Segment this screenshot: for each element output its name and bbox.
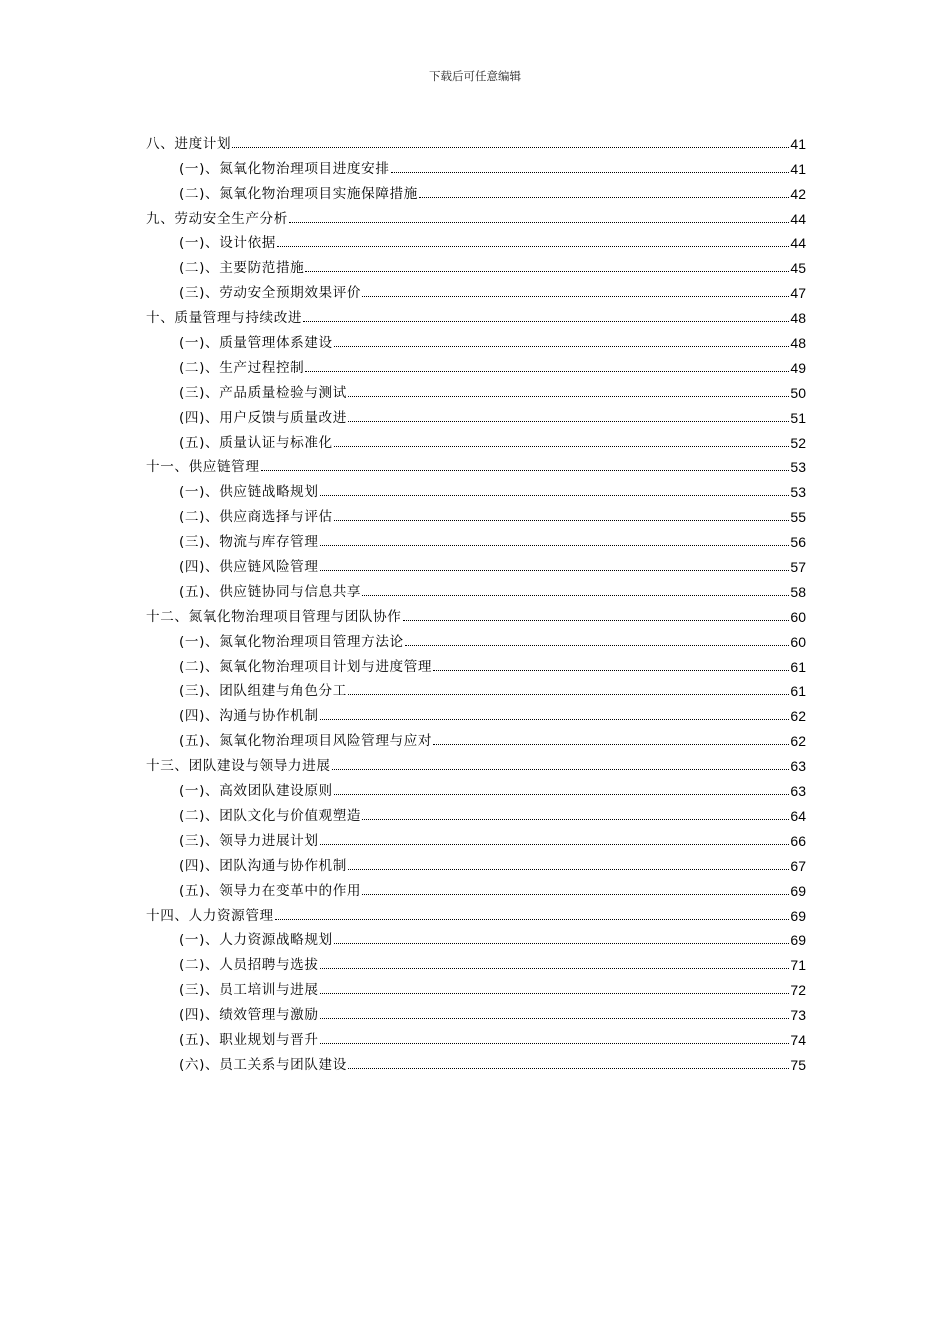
toc-page-number: 61 (790, 683, 806, 700)
toc-dot-leader (362, 296, 789, 297)
toc-page-number: 63 (790, 758, 806, 775)
toc-dot-leader (320, 1018, 790, 1019)
toc-dot-leader (348, 396, 789, 397)
toc-dot-leader (433, 670, 789, 671)
toc-entry-label: (四)、用户反馈与质量改进 (179, 409, 347, 426)
toc-page-number: 45 (790, 260, 806, 277)
toc-section-entry[interactable] (146, 475, 806, 500)
toc-section-entry[interactable] (146, 351, 806, 376)
toc-entry-label: (五)、质量认证与标准化 (179, 434, 333, 451)
toc-dot-leader (332, 769, 790, 770)
toc-entry-label: (二)、主要防范措施 (179, 260, 305, 277)
toc-section-entry[interactable] (146, 724, 806, 749)
toc-entry-label: (四)、沟通与协作机制 (179, 708, 319, 725)
toc-section-entry[interactable] (146, 500, 806, 525)
toc-entry-label: 十三、团队建设与领导力进展 (146, 758, 331, 775)
toc-section-entry[interactable] (146, 849, 806, 874)
toc-dot-leader (405, 645, 790, 646)
toc-entry-label: (一)、供应链战略规划 (179, 484, 319, 501)
toc-section-entry[interactable] (146, 824, 806, 849)
toc-entry-label: 十四、人力资源管理 (146, 907, 274, 924)
toc-section-entry[interactable] (146, 1048, 806, 1073)
toc-section-entry[interactable] (146, 774, 806, 799)
toc-chapter-entry[interactable] (146, 451, 806, 476)
toc-dot-leader (277, 246, 789, 247)
toc-chapter-entry[interactable] (146, 127, 806, 152)
toc-page-number: 42 (790, 185, 806, 202)
toc-entry-label: (一)、氮氧化物治理项目管理方法论 (179, 633, 404, 650)
toc-page-number: 66 (790, 832, 806, 849)
toc-page-number: 60 (790, 608, 806, 625)
toc-section-entry[interactable] (146, 650, 806, 675)
table-of-contents (146, 127, 806, 1073)
toc-dot-leader (348, 694, 789, 695)
toc-page-number: 62 (790, 708, 806, 725)
toc-chapter-entry[interactable] (146, 749, 806, 774)
toc-page-number: 57 (790, 559, 806, 576)
toc-page-number: 48 (790, 335, 806, 352)
toc-section-entry[interactable] (146, 874, 806, 899)
toc-entry-label: (一)、质量管理体系建设 (179, 335, 333, 352)
toc-dot-leader (334, 446, 790, 447)
toc-dot-leader (320, 545, 790, 546)
toc-section-entry[interactable] (146, 251, 806, 276)
toc-page-number: 69 (790, 932, 806, 949)
toc-entry-label: (二)、氮氧化物治理项目计划与进度管理 (179, 658, 433, 675)
toc-section-entry[interactable] (146, 550, 806, 575)
toc-section-entry[interactable] (146, 177, 806, 202)
toc-entry-label: 九、劳动安全生产分析 (146, 210, 288, 227)
toc-dot-leader (303, 321, 789, 322)
toc-entry-label: 十二、氮氧化物治理项目管理与团队协作 (146, 608, 402, 625)
toc-entry-label: (三)、员工培训与进展 (179, 982, 319, 999)
toc-dot-leader (275, 919, 790, 920)
toc-entry-label: (三)、产品质量检验与测试 (179, 384, 347, 401)
toc-entry-label: (四)、绩效管理与激励 (179, 1007, 319, 1024)
toc-entry-label: (一)、人力资源战略规划 (179, 932, 333, 949)
toc-page-number: 63 (790, 783, 806, 800)
toc-page-number: 50 (790, 384, 806, 401)
toc-entry-label: 十、质量管理与持续改进 (146, 310, 303, 327)
toc-section-entry[interactable] (146, 227, 806, 252)
toc-section-entry[interactable] (146, 625, 806, 650)
toc-page-number: 44 (790, 210, 806, 227)
toc-dot-leader (305, 371, 789, 372)
toc-page-number: 69 (790, 882, 806, 899)
toc-dot-leader (391, 172, 790, 173)
toc-page-number: 41 (790, 160, 806, 177)
toc-section-entry[interactable] (146, 575, 806, 600)
toc-section-entry[interactable] (146, 998, 806, 1023)
toc-entry-label: (三)、领导力进展计划 (179, 832, 319, 849)
toc-dot-leader (362, 595, 789, 596)
toc-section-entry[interactable] (146, 525, 806, 550)
toc-dot-leader (403, 620, 790, 621)
toc-dot-leader (348, 1068, 789, 1069)
toc-page-number: 60 (790, 633, 806, 650)
toc-section-entry[interactable] (146, 376, 806, 401)
toc-entry-label: (一)、氮氧化物治理项目进度安排 (179, 160, 390, 177)
toc-page-number: 62 (790, 733, 806, 750)
toc-dot-leader (334, 520, 790, 521)
toc-section-entry[interactable] (146, 799, 806, 824)
toc-entry-label: (二)、团队文化与价值观塑造 (179, 807, 362, 824)
toc-dot-leader (320, 844, 790, 845)
toc-page-number: 48 (790, 310, 806, 327)
toc-chapter-entry[interactable] (146, 301, 806, 326)
toc-entry-label: (三)、团队组建与角色分工 (179, 683, 347, 700)
toc-section-entry[interactable] (146, 675, 806, 700)
toc-dot-leader (433, 744, 789, 745)
toc-page-number: 67 (790, 857, 806, 874)
toc-section-entry[interactable] (146, 326, 806, 351)
toc-page-number: 51 (790, 409, 806, 426)
toc-page-number: 56 (790, 534, 806, 551)
toc-dot-leader (362, 819, 789, 820)
toc-section-entry[interactable] (146, 426, 806, 451)
toc-entry-label: (一)、高效团队建设原则 (179, 783, 333, 800)
toc-entry-label: (二)、氮氧化物治理项目实施保障措施 (179, 185, 418, 202)
toc-section-entry[interactable] (146, 276, 806, 301)
page-header: 下载后可任意编辑 (429, 69, 521, 83)
toc-page-number: 72 (790, 982, 806, 999)
toc-section-entry[interactable] (146, 152, 806, 177)
toc-entry-label: (三)、劳动安全预期效果评价 (179, 285, 362, 302)
toc-entry-label: (二)、人员招聘与选拔 (179, 957, 319, 974)
toc-dot-leader (334, 346, 790, 347)
toc-page-number: 47 (790, 285, 806, 302)
toc-dot-leader (362, 894, 789, 895)
toc-entry-label: 八、进度计划 (146, 135, 232, 152)
toc-dot-leader (334, 943, 790, 944)
toc-dot-leader (320, 719, 790, 720)
toc-dot-leader (289, 222, 789, 223)
toc-section-entry[interactable] (146, 973, 806, 998)
toc-page-number: 64 (790, 807, 806, 824)
toc-entry-label: (二)、生产过程控制 (179, 359, 305, 376)
toc-entry-label: (五)、氮氧化物治理项目风险管理与应对 (179, 733, 433, 750)
toc-dot-leader (320, 495, 790, 496)
toc-page-number: 74 (790, 1031, 806, 1048)
toc-dot-leader (348, 869, 789, 870)
toc-dot-leader (320, 1043, 790, 1044)
toc-entry-label: (一)、设计依据 (179, 235, 276, 252)
toc-page-number: 71 (790, 957, 806, 974)
toc-entry-label: (五)、供应链协同与信息共享 (179, 583, 362, 600)
toc-chapter-entry[interactable] (146, 899, 806, 924)
toc-dot-leader (232, 147, 789, 148)
toc-section-entry[interactable] (146, 699, 806, 724)
toc-entry-label: (二)、供应商选择与评估 (179, 509, 333, 526)
toc-entry-label: (四)、团队沟通与协作机制 (179, 857, 347, 874)
toc-page-number: 44 (790, 235, 806, 252)
toc-dot-leader (419, 197, 790, 198)
toc-chapter-entry[interactable] (146, 600, 806, 625)
toc-dot-leader (320, 570, 790, 571)
toc-page-number: 41 (790, 135, 806, 152)
toc-entry-label: (五)、领导力在变革中的作用 (179, 882, 362, 899)
toc-dot-leader (320, 993, 790, 994)
toc-dot-leader (320, 968, 790, 969)
toc-page-number: 75 (790, 1056, 806, 1073)
toc-page-number: 55 (790, 509, 806, 526)
toc-page-number: 69 (790, 907, 806, 924)
toc-page-number: 53 (790, 484, 806, 501)
toc-page-number: 73 (790, 1007, 806, 1024)
toc-section-entry[interactable] (146, 1023, 806, 1048)
toc-entry-label: 十一、供应链管理 (146, 459, 260, 476)
toc-dot-leader (261, 470, 790, 471)
toc-page-number: 58 (790, 583, 806, 600)
toc-page-number: 61 (790, 658, 806, 675)
toc-dot-leader (334, 794, 790, 795)
toc-dot-leader (305, 271, 789, 272)
toc-entry-label: (四)、供应链风险管理 (179, 559, 319, 576)
toc-section-entry[interactable] (146, 924, 806, 949)
toc-section-entry[interactable] (146, 401, 806, 426)
toc-page-number: 49 (790, 359, 806, 376)
toc-entry-label: (三)、物流与库存管理 (179, 534, 319, 551)
toc-chapter-entry[interactable] (146, 202, 806, 227)
toc-page-number: 52 (790, 434, 806, 451)
toc-entry-label: (五)、职业规划与晋升 (179, 1031, 319, 1048)
toc-page-number: 53 (790, 459, 806, 476)
toc-section-entry[interactable] (146, 948, 806, 973)
toc-dot-leader (348, 421, 789, 422)
toc-entry-label: (六)、员工关系与团队建设 (179, 1056, 347, 1073)
